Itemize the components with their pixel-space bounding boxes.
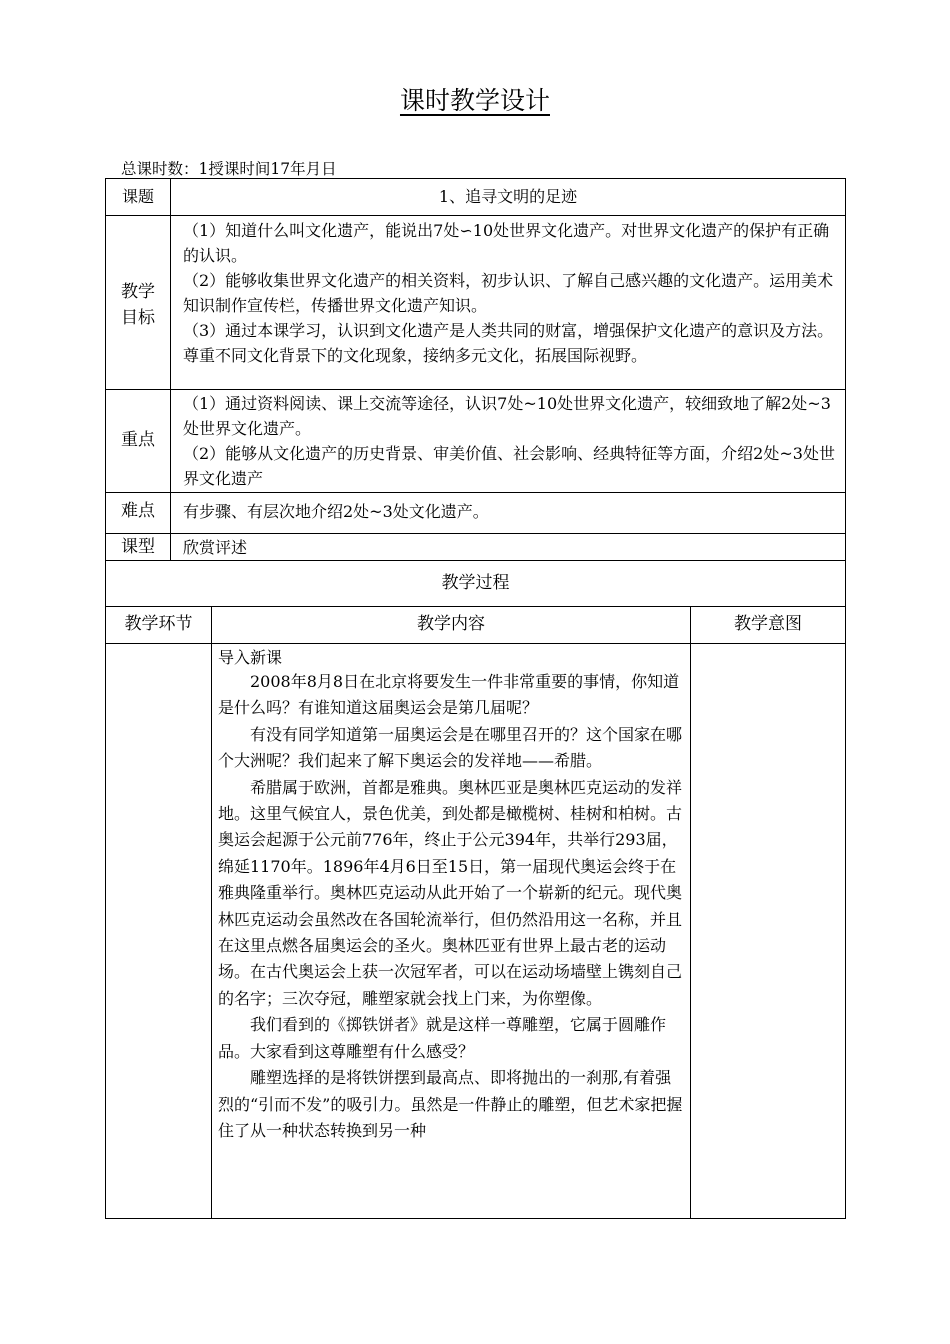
row-divider	[105, 533, 846, 534]
row-divider	[105, 560, 846, 561]
column-header-intent: 教学意图	[734, 614, 802, 634]
key-label: 重点	[121, 430, 155, 450]
difficulty-value: 有步骤、有层次地介绍2处~3处文化遗产。	[183, 502, 489, 521]
lesson-meta: 总课时数：1授课时间17年月日	[121, 160, 337, 178]
key-item: （1）通过资料阅读、课上交流等途径，认识7处~10处世界文化遗产，较细致地了解2处~3处世界文化遗产。	[183, 394, 831, 438]
type-value: 欣赏评述	[183, 538, 248, 557]
row-divider	[105, 389, 846, 390]
goal-item: （2）能够收集世界文化遗产的相关资料，初步认识、了解自己感兴趣的文化遗产。运用美术知识制作宣传栏，传播世界文化遗产知识。	[183, 271, 834, 315]
content-paragraph: 2008年8月8日在北京将要发生一件非常重要的事情，你知道是什么吗？有谁知道这届奥运会是第几届呢？	[218, 672, 680, 718]
goal-item: （1）知道什么叫文化遗产，能说出7处∽10处世界文化遗产。对世界文化遗产的保护有正确的认识。	[183, 221, 830, 265]
content-paragraph: 雕塑选择的是将铁饼摆到最高点、即将抛出的一刹那,有着强烈的“引而不发”的吸引力。虽然是一件静止的雕塑，但艺术家把握住了从一种状态转换到另一种	[218, 1068, 683, 1140]
column-divider	[211, 606, 212, 1219]
column-header-content: 教学内容	[417, 614, 485, 634]
process-heading: 教学过程	[441, 573, 510, 593]
topic-value: 1、追寻文明的足迹	[438, 187, 578, 206]
teaching-content	[218, 647, 686, 1218]
row-divider	[105, 215, 846, 216]
goals-content	[183, 218, 838, 388]
difficulty-label: 难点	[121, 501, 155, 521]
content-paragraph: 有没有同学知道第一届奥运会是在哪里召开的？这个国家在哪个大洲呢？我们起来了解下奥运会的发祥地——希腊。	[218, 724, 683, 771]
goal-item: （3）通过本课学习，认识到文化遗产是人类共同的财富，增强保护文化遗产的意识及方法。尊重不同文化背景下的文化现象，接纳多元文化，拓展国际视野。	[183, 321, 834, 365]
row-divider	[105, 492, 846, 493]
content-paragraph: 我们看到的《掷铁饼者》就是这样一尊雕塑，它属于圆雕作品。大家看到这尊雕塑有什么感受？	[218, 1015, 667, 1061]
content-paragraph: 希腊属于欧洲，首都是雅典。奥林匹亚是奥林匹克运动的发祥地。这里气候宜人，景色优美，到处都是橄榄树、桂树和柏树。古奥运会起源于公元前776年，终止于公元394年，共举行293届，绵延1170年。1896年4月6日至15日，第一届现代奥运会终于在雅典隆重举行。奥林匹克运动从此开始了一个崭新的纪元。现代奥林匹克运动会虽然改在各国轮流举行，但仍然沿用这一名称，并且在这里点燃各届奥运会的圣火。奥林匹亚有世界上最古老的运动场。在古代奥运会上获一次冠军者，可以在运动场墙壁上镌刻自己的名字；三次夺冠，雕塑家就会找上门来，为你塑像。	[218, 777, 683, 1008]
document-title: 课时教学设计	[399, 86, 550, 115]
row-divider	[105, 606, 846, 607]
key-item: （2）能够从文化遗产的历史背景、审美价值、社会影响、经典特征等方面，介绍2处~3处世界文化遗产	[183, 444, 835, 488]
column-divider	[690, 606, 691, 1219]
topic-label: 课题	[121, 187, 154, 206]
key-content	[183, 391, 838, 491]
column-divider	[170, 178, 171, 560]
goals-label: 教学目标	[121, 282, 155, 328]
section-title: 导入新课	[218, 648, 283, 667]
type-label: 课型	[121, 537, 155, 557]
row-divider	[105, 643, 846, 644]
column-header-stage: 教学环节	[124, 614, 193, 634]
